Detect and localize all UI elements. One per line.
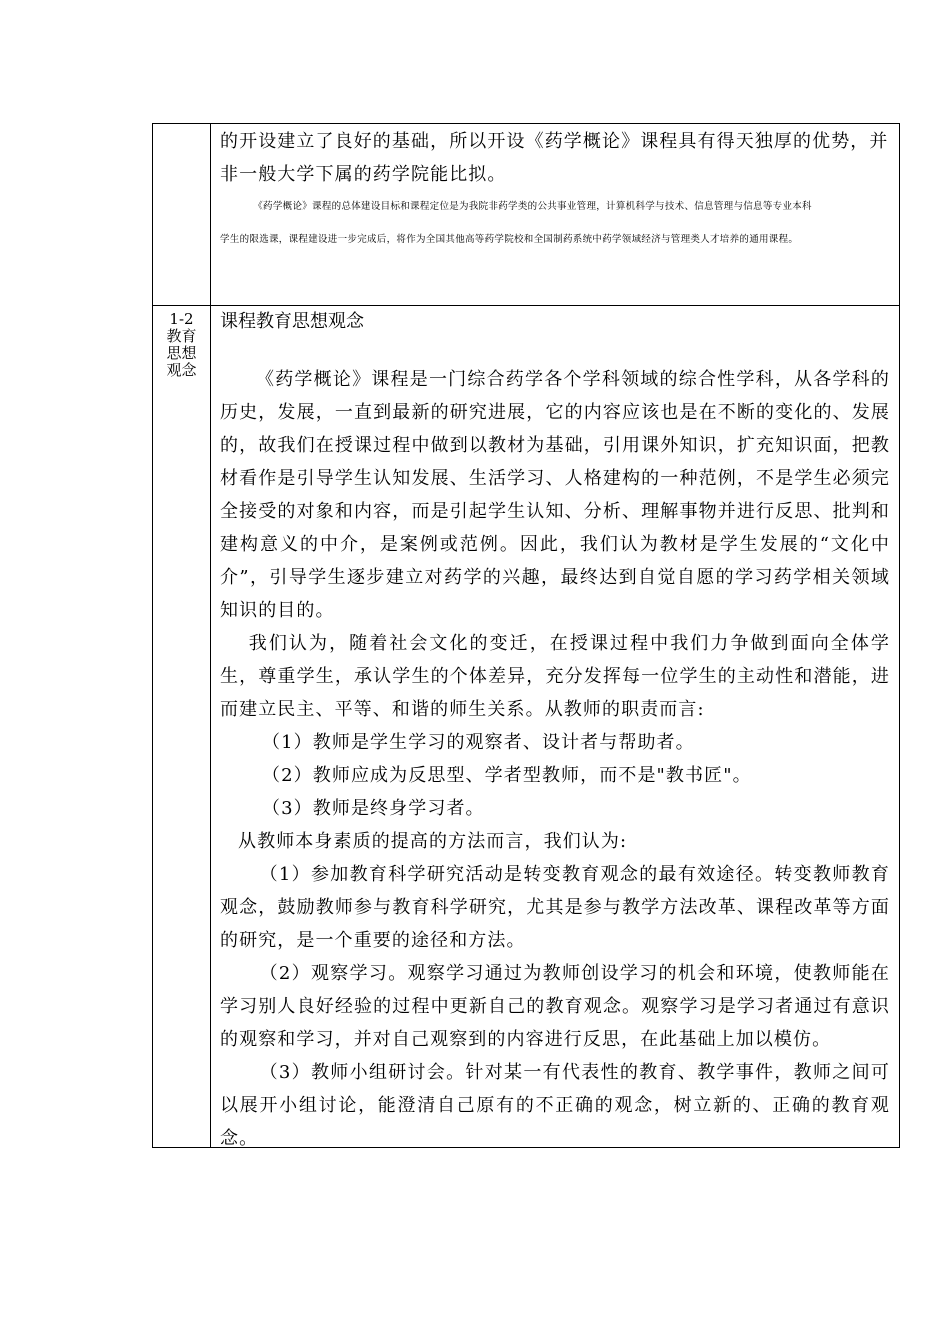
row-label-cell-empty — [153, 124, 211, 305]
row-content-cell — [211, 306, 899, 1147]
course-table — [152, 123, 900, 1148]
paragraph: 我们认为，随着社会文化的变迁，在授课过程中我们力争做到面向全体学生，尊重学生，承认学生的个体差异，充分发挥每一位学生的主动性和潜能，进而建立民主、平等、和谐的师生关系。从教师的职责而言: — [220, 633, 890, 720]
table-row-education-concept — [153, 305, 899, 1147]
list-item: （2）教师应成为反思型、学者型教师，而不是"教书匠"。 — [262, 765, 752, 786]
table-row-course-basis — [153, 124, 899, 305]
section-heading: 课程教育思想观念 — [220, 311, 364, 332]
text-line: 的开设建立了良好的基础，所以开设《药学概论》课程具有得天独厚的优势，并 — [220, 131, 889, 152]
list-item: （2）观察学习。观察学习通过为教师创设学习的机会和环境，使教师能在学习别人良好经验的过程中更新自己的教育观念。观察学习是学习者通过有意识的观察和学习，并对自己观察到的内容进行反思，在此基础上加以模仿。 — [220, 963, 890, 1050]
list-item: （3）教师小组研讨会。针对某一有代表性的教育、教学事件，教师之间可以展开小组讨论，能澄清自己原有的不正确的观念，树立新的、正确的教育观念。 — [220, 1062, 890, 1147]
text-line: 非一般大学下属的药学院能比拟。 — [220, 164, 507, 185]
section-label-line: 思想 — [166, 344, 197, 362]
row-content-cell — [211, 124, 899, 305]
blank-line — [220, 336, 890, 363]
list-item: （1）教师是学生学习的观察者、设计者与帮助者。 — [262, 732, 695, 753]
section-number: 1-2 — [169, 310, 194, 328]
section-label-line: 观念 — [166, 361, 197, 379]
paragraph: 从教师本身素质的提高的方法而言，我们认为: — [238, 831, 628, 852]
section-label — [153, 306, 210, 379]
small-text-line: 学生的限选课，课程建设进一步完成后，将作为全国其他高等药学院校和全国制药系统中药学领域经济与管理类人才培养的通用课程。 — [220, 234, 799, 245]
paragraph: 《药学概论》课程是一门综合药学各个学科领域的综合性学科，从各学科的历史，发展，一直到最新的研究进展，它的内容应该也是在不断的变化的、发展的，故我们在授课过程中做到以教材为基础，引用课外知识，扩充知识面，把教材看作是引导学生认知发展、生活学习、人格建构的一种范例，不是学生必须完全接受的对象和内容，而是引起学生认知、分析、理解事物并进行反思、批判和建构意义的中介，是案例或范例。因此，我们认为教材是学生发展的“文化中介”，引导学生逐步建立对药学的兴趣，最终达到自觉自愿的学习药学相关领域知识的目的。 — [220, 369, 890, 621]
list-item: （1）参加教育科学研究活动是转变教育观念的最有效途径。转变教师教育观念，鼓励教师参与教育科学研究，尤其是参与教学方法改革、课程改革等方面的研究，是一个重要的途径和方法。 — [220, 864, 890, 951]
row-label-cell — [153, 306, 211, 1147]
list-item: （3）教师是终身学习者。 — [262, 798, 485, 819]
section-label-line: 教育 — [166, 327, 197, 345]
small-text-line: 《药学概论》课程的总体建设目标和课程定位是为我院非药学类的公共事业管理，计算机科学与技术、信息管理与信息等专业本科 — [253, 201, 812, 212]
